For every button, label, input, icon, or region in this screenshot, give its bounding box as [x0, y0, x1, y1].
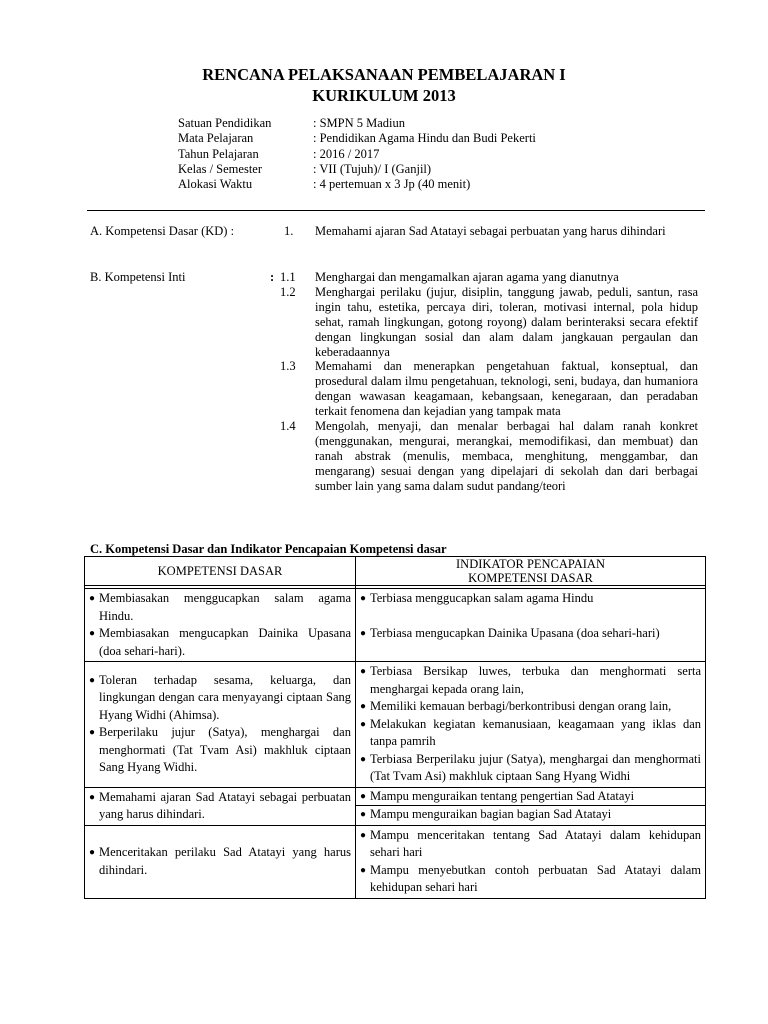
section-a-heading: A. Kompetensi Dasar (KD) : — [90, 224, 235, 238]
bullet-dot-icon: ● — [89, 593, 96, 604]
list-item: ● Mampu menyebutkan contoh perbuatan Sad Atatayi dalam kehidupan sehari hari — [360, 862, 701, 897]
list-item: ● Memahami ajaran Sad Atatayi sebagai perbuatan yang harus dihindari. — [89, 789, 351, 824]
table-row — [85, 787, 706, 825]
bullet-dot-icon: ● — [89, 727, 96, 739]
bullet-dot-icon: ● — [360, 864, 367, 876]
meta-value: : VII (Tujuh)/ I (Ganjil) — [313, 161, 432, 176]
list-item: ● Mampu menceritakan tentang Sad Atatayi dalam kehidupan sehari hari — [360, 827, 701, 862]
list-item: ● Melakukan kegiatan kemanusiaan, keagamaan yang iklas dan tanpa pamrih — [360, 716, 701, 751]
indikator-cell — [356, 662, 706, 788]
list-item: ● Menceritakan perilaku Sad Atatayi yang harus dihindari. — [89, 844, 351, 879]
item-number: 1.2 — [280, 284, 296, 299]
list-item: ● Mampu menguraikan bagian bagian Sad Atatayi — [356, 806, 705, 824]
list-item: ● Mampu menguraikan tentang pengertian Sad Atatayi — [356, 788, 705, 807]
item-number: 1.4 — [280, 419, 296, 434]
section-b-colon: : — [270, 270, 275, 284]
bullet-dot-icon: ● — [360, 701, 367, 712]
kd-cell — [85, 662, 356, 788]
list-item: ● Terbiasa Berperilaku jujur (Satya), menghargai dan menghormati (Tat Tvam Asi) makhluk ciptaan Sang Hyang Widhi — [360, 751, 701, 786]
meta-label: Tahun Pelajaran — [178, 146, 259, 161]
bullet-dot-icon: ● — [360, 666, 367, 677]
header-indikator — [356, 557, 706, 586]
meta-label: Mata Pelajaran — [178, 131, 254, 146]
bullet-dot-icon: ● — [360, 593, 367, 604]
section-a-text: Memahami ajaran Sad Atatayi sebagai perbuatan yang harus dihindari — [315, 224, 666, 238]
bullet-dot-icon: ● — [360, 829, 367, 841]
list-item: ● Terbiasa menggucapkan salam agama Hindu — [360, 590, 701, 608]
item-text: Menghargai dan mengamalkan ajaran agama yang dianutnya — [315, 270, 619, 284]
list-item: ● Memiliki kemauan berbagi/berkontribusi dengan orang lain, — [360, 698, 701, 716]
list-item: ● Berperilaku jujur (Satya), menghargai dan menghormati (Tat Tvam Asi) makhluk ciptaan Sang Hyang Widhi. — [89, 724, 351, 777]
list-item: ● Terbiasa Bersikap luwes, terbuka dan menghormati serta menghargai kepada orang lain, — [360, 663, 701, 698]
item-text: Menghargai perilaku (jujur, disiplin, tanggung jawab, peduli, santun, rasa ingin tahu, estetika, percaya diri, toleran, motivasi internal, pola hidup sehat, ramah lingkungan, gotong royong) dalam berinteraksi secara efektif dengan lingkungan sosial dan alam dalam jangkauan pergaulan dan keberadaannya — [315, 284, 698, 359]
identity-block — [178, 116, 536, 192]
meta-label: Satuan Pendidikan — [178, 116, 272, 130]
table-row — [85, 589, 706, 662]
bullet-dot-icon: ● — [360, 753, 367, 765]
item-text: Mengolah, menyaji, dan menalar berbagai hal dalam ranah konkret (menggunakan, mengurai, merangkai, memodifikasi, dan membuat) dan ranah abstrak (menulis, membaca, menghitung, menggambar, dan mengarang) sesuai dengan yang dipelajari di sekolah dan dari berbagai sumber lain yang sama dalam sudut pandang/teori — [315, 419, 698, 493]
meta-row-subject — [178, 131, 536, 146]
meta-value: : Pendidikan Agama Hindu dan Budi Pekerti — [313, 131, 536, 146]
bullet-dot-icon: ● — [89, 847, 96, 858]
list-item — [280, 419, 698, 494]
kd-cell — [85, 589, 356, 662]
list-item: ● Terbiasa mengucapkan Dainika Upasana (doa sehari-hari) — [360, 625, 701, 643]
table-row — [85, 825, 706, 898]
list-item: ● Membiasakan mengucapkan Dainika Upasana (doa sehari-hari). — [89, 625, 351, 660]
competency-table — [84, 556, 706, 899]
meta-row-class — [178, 162, 536, 177]
table-row — [85, 662, 706, 788]
meta-label: Alokasi Waktu — [178, 177, 253, 192]
kd-cell — [85, 825, 356, 898]
kd-cell — [85, 787, 356, 825]
indikator-cell — [356, 787, 706, 825]
header-line: INDIKATOR PENCAPAIAN — [456, 557, 605, 571]
bullet-dot-icon: ● — [360, 628, 367, 639]
meta-value: : 2016 / 2017 — [313, 146, 380, 161]
section-c-heading: C. Kompetensi Dasar dan Indikator Pencapaian Kompetensi dasar — [90, 542, 447, 556]
item-number: 1.3 — [280, 359, 296, 374]
item-number: 1.1 — [280, 270, 296, 284]
bullet-dot-icon: ● — [89, 791, 96, 803]
meta-row-year — [178, 147, 536, 162]
list-item: ● Toleran terhadap sesama, keluarga, dan lingkungan dengan cara menyayangi ciptaan Sang Hyang Widhi (Ahimsa). — [89, 672, 351, 725]
meta-row-school — [178, 116, 536, 131]
title-line-1: RENCANA PELAKSANAAN PEMBELAJARAN I — [202, 65, 566, 84]
meta-row-time — [178, 177, 536, 192]
meta-label: Kelas / Semester — [178, 161, 263, 176]
document-title — [0, 64, 768, 106]
indikator-cell — [356, 589, 706, 662]
meta-value: : 4 pertemuan x 3 Jp (40 menit) — [313, 177, 471, 192]
section-b-heading: B. Kompetensi Inti — [90, 270, 186, 284]
title-line-2: KURIKULUM 2013 — [312, 86, 456, 105]
header-kompetensi-dasar: KOMPETENSI DASAR — [85, 557, 356, 586]
header-line: KOMPETENSI DASAR — [468, 571, 593, 585]
bullet-dot-icon: ● — [360, 809, 367, 820]
bullet-dot-icon: ● — [360, 790, 367, 802]
bullet-dot-icon: ● — [360, 718, 367, 730]
meta-value: : SMPN 5 Madiun — [313, 116, 406, 130]
list-item — [280, 270, 698, 285]
divider-line — [87, 210, 705, 211]
list-item — [280, 359, 698, 419]
item-text: Memahami dan menerapkan pengetahuan faktual, konseptual, dan prosedural dalam ilmu pengetahuan, teknologi, seni, budaya, dan humaniora dengan wawasan keagamaan, kebangsaan, kenegaraan, dan peradaban terkait fenomena dan kejadian yang tampak mata — [315, 359, 698, 419]
bullet-dot-icon: ● — [89, 674, 96, 686]
list-item: ● Membiasakan menggucapkan salam agama Hindu. — [89, 590, 351, 625]
bullet-dot-icon: ● — [89, 628, 96, 639]
list-item — [280, 285, 698, 360]
indikator-cell — [356, 825, 706, 898]
section-a-number: 1. — [284, 224, 294, 238]
core-competency-list — [280, 270, 698, 494]
